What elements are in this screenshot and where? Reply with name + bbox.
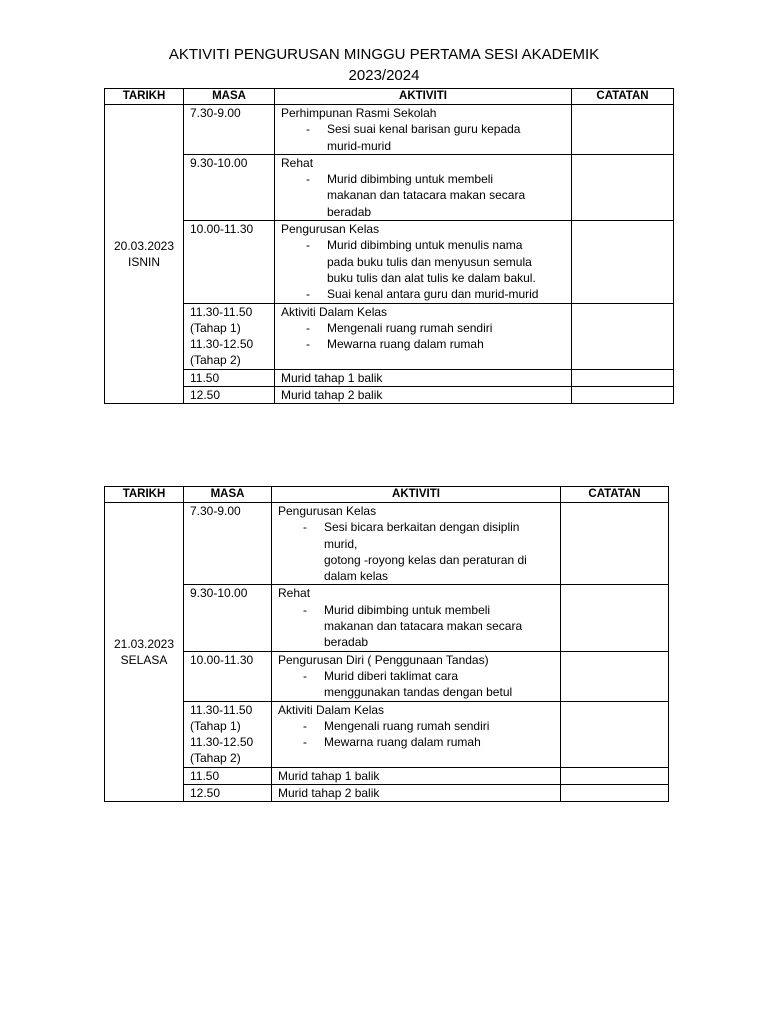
activity-title: Murid tahap 1 balik xyxy=(281,370,383,385)
catatan-cell xyxy=(561,767,669,784)
masa-cell xyxy=(184,105,275,155)
activity-subitem-text: Murid dibimbing untuk membeli xyxy=(327,172,494,187)
activity-sublist xyxy=(278,602,560,651)
table-row xyxy=(105,651,669,701)
catatan-cell xyxy=(572,221,674,303)
schedule-body xyxy=(105,503,669,802)
masa-text: 10.00-11.30 xyxy=(190,222,254,237)
masa-text: 11.50 xyxy=(190,768,220,783)
activity-subitem xyxy=(278,602,560,651)
masa-text: 11.30-11.50 xyxy=(190,304,253,319)
activity-sublist xyxy=(281,171,571,220)
activity-subitem-text: Mewarna ruang dalam rumah xyxy=(327,337,484,352)
masa-text: (Tahap 2) xyxy=(190,353,241,368)
aktiviti-cell xyxy=(272,585,561,651)
activity-subitem-text: murid, xyxy=(324,536,358,551)
dash-bullet: - xyxy=(303,520,307,535)
masa-text: 12.50 xyxy=(190,388,221,403)
activity-title: Murid tahap 2 balik xyxy=(281,388,383,403)
header-aktiviti: AKTIVITI xyxy=(275,89,572,105)
activity-title: Murid tahap 2 balik xyxy=(278,786,380,801)
dash-bullet: - xyxy=(306,238,310,253)
activity-subitem xyxy=(281,336,571,352)
activity-subitem-text: dalam kelas xyxy=(324,569,389,584)
aktiviti-cell xyxy=(272,767,561,784)
document-title xyxy=(0,44,768,86)
activity-subitem-text: Suai kenal antara guru dan murid-murid xyxy=(327,287,539,302)
activity-title: Pengurusan Kelas xyxy=(281,222,380,237)
table-row xyxy=(105,767,669,784)
masa-text: (Tahap 1) xyxy=(190,718,241,733)
activity-subitem xyxy=(281,121,571,154)
document-title-line-2: 2023/2024 xyxy=(348,67,420,84)
dash-bullet: - xyxy=(306,122,310,137)
masa-cell xyxy=(184,503,272,585)
catatan-cell xyxy=(561,585,669,651)
dash-bullet: - xyxy=(306,172,310,187)
aktiviti-cell xyxy=(275,369,572,386)
table-row xyxy=(105,221,674,303)
activity-subitem-text: Sesi bicara berkaitan dengan disiplin xyxy=(324,520,520,535)
table-row xyxy=(105,585,669,651)
activity-subitem-text: menggunakan tandas dengan betul xyxy=(324,685,513,700)
activity-subitem-text: buku tulis dan alat tulis ke dalam bakul. xyxy=(327,270,536,285)
table-row xyxy=(105,154,674,220)
masa-cell xyxy=(184,701,272,767)
activity-subitem-text: makanan dan tatacara makan secara xyxy=(324,619,523,634)
dash-bullet: - xyxy=(303,602,307,617)
activity-subitem xyxy=(281,286,571,302)
masa-text: 7.30-9.00 xyxy=(190,504,241,518)
activity-subitem-text: Murid diberi taklimat cara xyxy=(324,668,459,683)
dash-bullet: - xyxy=(303,735,307,750)
activity-title: Perhimpunan Rasmi Sekolah xyxy=(281,106,437,120)
date-cell xyxy=(105,105,184,404)
catatan-cell xyxy=(572,369,674,386)
header-masa: MASA xyxy=(184,487,272,503)
aktiviti-cell xyxy=(275,105,572,155)
aktiviti-cell xyxy=(272,651,561,701)
catatan-cell xyxy=(561,701,669,767)
header-catatan: CATATAN xyxy=(561,487,669,503)
aktiviti-cell xyxy=(275,221,572,303)
masa-text: 9.30-10.00 xyxy=(190,586,248,601)
activity-title: Aktiviti Dalam Kelas xyxy=(281,304,388,319)
table-header-row xyxy=(105,89,674,105)
table-row xyxy=(105,701,669,767)
table-row xyxy=(105,303,674,369)
aktiviti-cell xyxy=(272,503,561,585)
header-tarikh: TARIKH xyxy=(105,89,184,105)
activity-subitem-text: Murid dibimbing untuk membeli xyxy=(324,602,491,617)
masa-text: 12.50 xyxy=(190,786,221,801)
activity-subitem xyxy=(278,734,560,750)
activity-subitem-text: beradab xyxy=(327,204,372,219)
day-value: ISNIN xyxy=(127,255,160,270)
catatan-cell xyxy=(572,154,674,220)
activity-subitem-text: Mewarna ruang dalam rumah xyxy=(324,735,481,750)
masa-text: 11.30-12.50 xyxy=(190,735,254,750)
masa-text: (Tahap 2) xyxy=(190,751,241,766)
activity-sublist xyxy=(281,121,571,154)
activity-subitem xyxy=(278,718,560,734)
dash-bullet: - xyxy=(306,287,310,302)
catatan-cell xyxy=(572,105,674,155)
masa-text: 11.30-12.50 xyxy=(190,337,254,352)
table-row xyxy=(105,387,674,404)
activity-sublist xyxy=(278,519,560,584)
dash-bullet: - xyxy=(303,718,307,733)
schedule-body xyxy=(105,105,674,404)
table-header-row xyxy=(105,487,669,503)
activity-subitem-text: Mengenali ruang rumah sendiri xyxy=(324,718,490,733)
schedule-table-day-2 xyxy=(104,486,669,802)
activity-title: Pengurusan Kelas xyxy=(278,504,377,518)
header-tarikh: TARIKH xyxy=(105,487,184,503)
activity-subitem xyxy=(281,237,571,286)
dash-bullet: - xyxy=(306,320,310,335)
document-title-line-1: AKTIVITI PENGURUSAN MINGGU PERTAMA SESI AKADEMIK xyxy=(168,46,600,63)
masa-text: (Tahap 1) xyxy=(190,320,241,335)
activity-subitem xyxy=(281,171,571,220)
header-aktiviti: AKTIVITI xyxy=(272,487,561,503)
activity-subitem-text: makanan dan tatacara makan secara xyxy=(327,188,526,203)
masa-text: 10.00-11.30 xyxy=(190,652,254,667)
table-row xyxy=(105,503,669,585)
activity-sublist xyxy=(278,668,560,701)
activity-subitem-text: Murid dibimbing untuk menulis nama xyxy=(327,238,523,253)
activity-title: Murid tahap 1 balik xyxy=(278,768,380,783)
header-catatan: CATATAN xyxy=(572,89,674,105)
masa-cell xyxy=(184,767,272,784)
catatan-cell xyxy=(561,503,669,585)
masa-cell xyxy=(184,585,272,651)
masa-text: 7.30-9.00 xyxy=(190,106,241,120)
aktiviti-cell xyxy=(272,701,561,767)
table-row xyxy=(105,785,669,802)
activity-title: Rehat xyxy=(278,586,311,601)
date-cell xyxy=(105,503,184,802)
catatan-cell xyxy=(572,303,674,369)
catatan-cell xyxy=(561,651,669,701)
masa-cell xyxy=(184,651,272,701)
day-value: SELASA xyxy=(120,653,168,668)
masa-cell xyxy=(184,154,275,220)
activity-title: Aktiviti Dalam Kelas xyxy=(278,702,385,717)
masa-cell xyxy=(184,369,275,386)
activity-subitem xyxy=(281,320,571,336)
catatan-cell xyxy=(561,785,669,802)
activity-subitem-text: Mengenali ruang rumah sendiri xyxy=(327,320,493,335)
date-value: 20.03.2023 xyxy=(113,238,175,253)
activity-sublist xyxy=(281,320,571,353)
masa-cell xyxy=(184,785,272,802)
header-masa: MASA xyxy=(184,89,275,105)
activity-title: Rehat xyxy=(281,155,314,170)
activity-sublist xyxy=(278,718,560,751)
aktiviti-cell xyxy=(275,387,572,404)
dash-bullet: - xyxy=(303,668,307,683)
activity-subitem xyxy=(278,668,560,701)
table-row xyxy=(105,369,674,386)
activity-subitem-text: pada buku tulis dan menyusun semula xyxy=(327,254,532,269)
activity-subitem xyxy=(278,519,560,584)
schedule-table-day-1 xyxy=(104,88,674,404)
masa-cell xyxy=(184,221,275,303)
masa-text: 11.30-11.50 xyxy=(190,702,253,717)
activity-subitem-text: murid-murid xyxy=(327,138,392,153)
activity-subitem-text: gotong -royong kelas dan peraturan di xyxy=(324,552,527,567)
masa-text: 9.30-10.00 xyxy=(190,155,248,170)
aktiviti-cell xyxy=(272,785,561,802)
masa-text: 11.50 xyxy=(190,370,220,385)
activity-subitem-text: Sesi suai kenal barisan guru kepada xyxy=(327,122,521,137)
masa-cell xyxy=(184,387,275,404)
masa-cell xyxy=(184,303,275,369)
catatan-cell xyxy=(572,387,674,404)
date-value: 21.03.2023 xyxy=(113,636,175,651)
activity-sublist xyxy=(281,237,571,302)
aktiviti-cell xyxy=(275,303,572,369)
activity-title: Pengurusan Diri ( Penggunaan Tandas) xyxy=(278,652,489,667)
aktiviti-cell xyxy=(275,154,572,220)
dash-bullet: - xyxy=(306,337,310,352)
table-row xyxy=(105,105,674,155)
activity-subitem-text: beradab xyxy=(324,635,369,650)
